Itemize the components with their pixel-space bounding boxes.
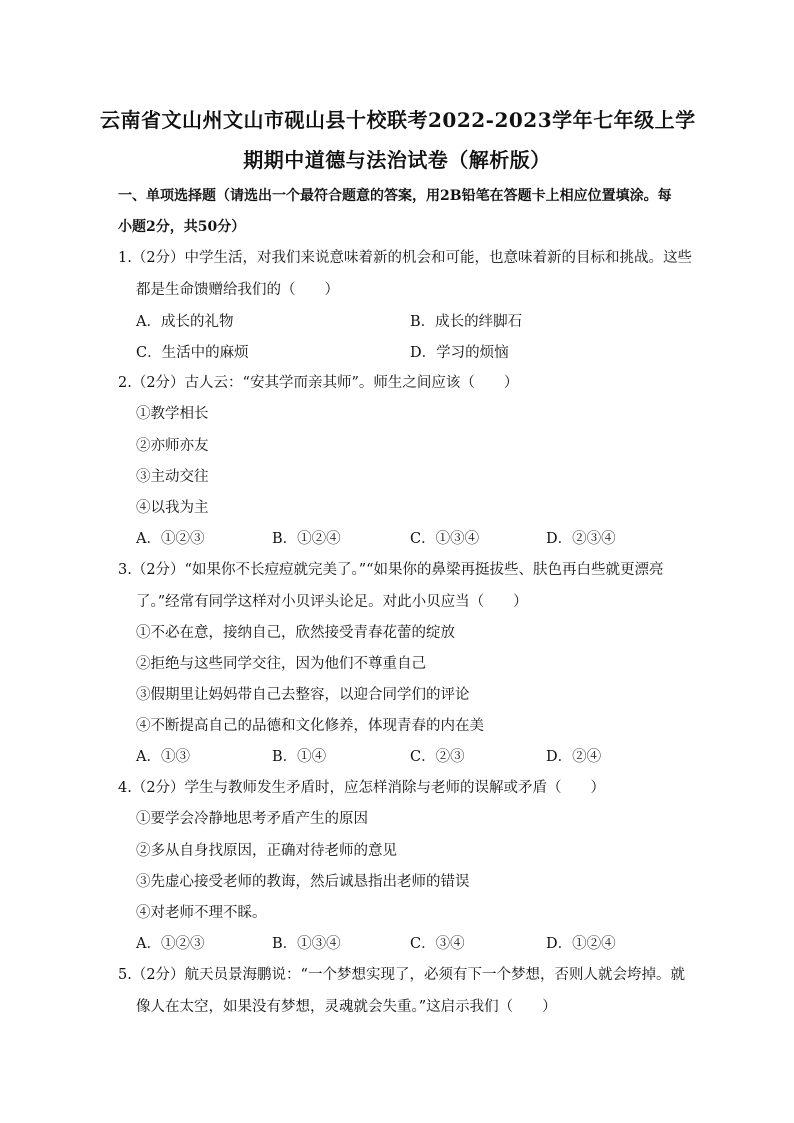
question-stem: 3.（2分）“如果你不长痘痘就完美了。”“如果你的鼻梁再挺拔些、肤色再白些就更漂亮: [118, 562, 664, 578]
statement-1: ①要学会冷静地思考矛盾产生的原因: [136, 811, 368, 827]
question-stem: 2.（2分）古人云：“安其学而亲其师”。师生之间应该（ ）: [118, 375, 519, 391]
statement-3: ③主动交往: [136, 469, 209, 485]
option-b: B．成长的绊脚石: [410, 314, 523, 330]
exam-title-line-2: 期期中道德与法治试卷（解析版）: [243, 148, 551, 172]
option-b: B．①③④: [272, 936, 341, 952]
question-stem: 4.（2分）学生与教师发生矛盾时，应怎样消除与老师的误解或矛盾（ ）: [118, 780, 606, 796]
option-c: C．②③: [410, 749, 465, 765]
option-a: A．成长的礼物: [136, 314, 234, 330]
statement-2: ②拒绝与这些同学交往，因为他们不尊重自己: [136, 656, 426, 672]
option-a: A．①②③: [136, 936, 205, 952]
option-b: B．①②④: [272, 531, 341, 547]
option-d: D．②④: [546, 749, 602, 765]
question-stem: 都是生命馈赠给我们的（ ）: [136, 282, 339, 298]
statement-3: ③假期里让妈妈带自己去整容，以迎合同学们的评论: [136, 687, 470, 703]
question-stem: 5.（2分）航天员景海鹏说：“一个梦想实现了，必须有下一个梦想，否则人就会垮掉。就: [118, 967, 685, 983]
option-a: A．①③: [136, 749, 190, 765]
option-c: C．生活中的麻烦: [136, 345, 249, 361]
statement-1: ①不必在意，接纳自己，欣然接受青春花蕾的绽放: [136, 625, 455, 641]
section-heading-line-2: 小题2分，共50分）: [118, 219, 246, 235]
option-c: C．①③④: [410, 531, 480, 547]
statement-2: ②亦师亦友: [136, 438, 209, 454]
statement-4: ④对老师不理不睬。: [136, 905, 267, 921]
option-b: B．①④: [272, 749, 327, 765]
question-stem: 1.（2分）中学生活，对我们来说意味着新的机会和可能，也意味着新的目标和挑战。这些: [118, 250, 693, 266]
option-d: D．①②④: [546, 936, 616, 952]
option-c: C．③④: [410, 936, 465, 952]
option-a: A．①②③: [136, 531, 205, 547]
statement-4: ④以我为主: [136, 500, 209, 516]
exam-title-line-1: 云南省文山州文山市砚山县十校联考2022-2023学年七年级上学: [100, 108, 696, 132]
statement-3: ③先虚心接受老师的教诲，然后诚恳指出老师的错误: [136, 874, 470, 890]
statement-4: ④不断提高自己的品德和文化修养，体现青春的内在美: [136, 718, 484, 734]
question-stem: 像人在太空，如果没有梦想，灵魂就会失重。”这启示我们（ ）: [136, 999, 557, 1015]
option-d: D．学习的烦恼: [410, 345, 509, 361]
question-stem: 了。”经常有同学这样对小贝评头论足。对此小贝应当（ ）: [136, 594, 528, 610]
section-heading-line-1: 一、单项选择题（请选出一个最符合题意的答案，用2B铅笔在答题卡上相应位置填涂。每: [118, 188, 672, 204]
option-d: D．②③④: [546, 531, 616, 547]
statement-2: ②多从自身找原因，正确对待老师的意见: [136, 843, 397, 859]
statement-1: ①教学相长: [136, 406, 209, 422]
